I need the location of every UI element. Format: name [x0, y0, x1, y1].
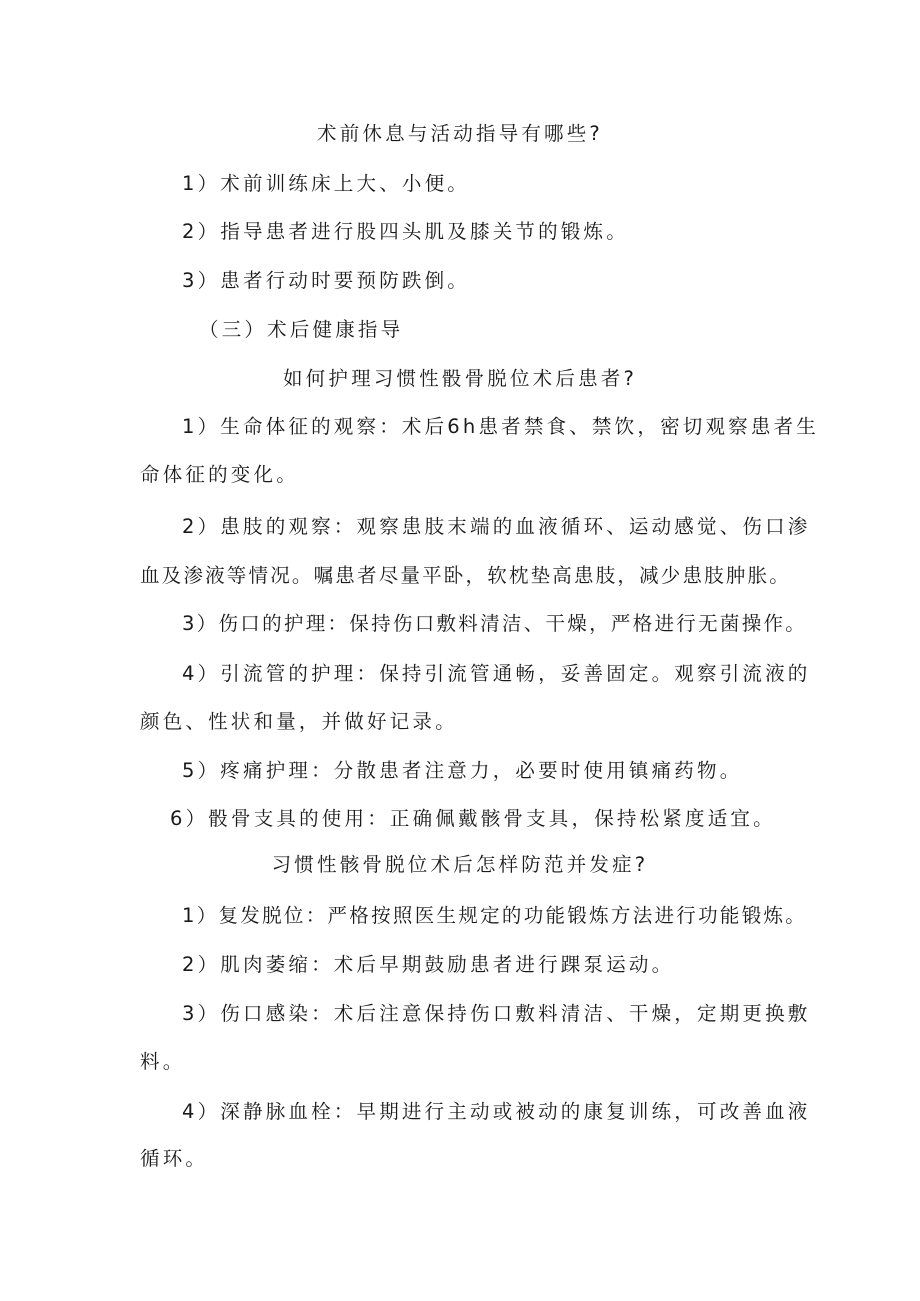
nursing-item-1-line-2: 命体征的变化。 [140, 463, 299, 486]
nursing-item-4-line-2: 颜色、性状和量，并做好记录。 [140, 710, 458, 733]
pre-op-item-3: 3）患者行动时要预防跌倒。 [182, 269, 471, 292]
complication-item-4-line-1: 4）深静脉血栓：早期进行主动或被动的康复训练，可改善血液 [182, 1100, 811, 1123]
section-post-op-title: （三）术后健康指导 [199, 318, 404, 341]
nursing-item-1-line-1: 1）生命体征的观察：术后6h患者禁食、禁饮，密切观察患者生 [182, 415, 819, 438]
heading-pre-op: 术前休息与活动指导有哪些? [317, 122, 603, 145]
complication-item-1: 1）复发脱位：严格按照医生规定的功能锻炼方法进行功能锻炼。 [182, 904, 808, 927]
nursing-item-3: 3）伤口的护理：保持伤口敷料清洁、干燥，严格进行无菌操作。 [182, 612, 808, 635]
pre-op-item-1: 1）术前训练床上大、小便。 [182, 172, 471, 195]
nursing-item-2-line-2: 血及渗液等情况。嘱患者尽量平卧，软枕垫高患肢，减少患肢肿胀。 [140, 564, 792, 587]
nursing-item-4-line-1: 4）引流管的护理：保持引流管通畅，妥善固定。观察引流液的 [182, 662, 811, 685]
complication-item-2: 2）肌肉萎缩：术后早期鼓励患者进行踝泵运动。 [182, 953, 675, 976]
complication-item-4-line-2: 循环。 [140, 1147, 209, 1170]
pre-op-item-2: 2）指导患者进行股四头肌及膝关节的锻炼。 [182, 220, 629, 243]
complication-item-3-line-1: 3）伤口感染：术后注意保持伤口敷料清洁、干燥，定期更换敷 [182, 1002, 811, 1025]
nursing-item-5: 5）疼痛护理：分散患者注意力，必要时使用镇痛药物。 [182, 759, 743, 782]
heading-complications: 习惯性骸骨脱位术后怎样防范并发症? [271, 853, 649, 876]
nursing-item-6: 6）骰骨支具的使用：正确佩戴骸骨支具，保持松紧度适宜。 [170, 807, 776, 830]
nursing-item-2-line-1: 2）患肢的观察：观察患肢末端的血液循环、运动感觉、伤口渗 [182, 515, 811, 538]
complication-item-3-line-2: 料。 [140, 1050, 186, 1073]
heading-nursing: 如何护理习惯性骰骨脱位术后患者? [282, 367, 638, 390]
